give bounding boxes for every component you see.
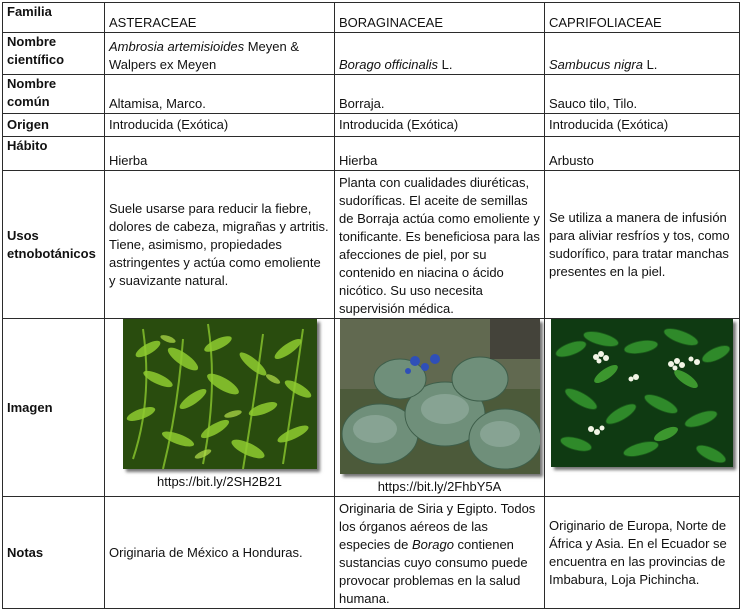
label-origen: Origen: [3, 114, 105, 137]
borage-plant-photo: [340, 319, 540, 474]
row-habito: [3, 137, 740, 171]
ethnobotany-table: [2, 2, 740, 609]
label-habito: Hábito: [3, 137, 105, 171]
familia-1: ASTERACEAE: [105, 3, 335, 33]
row-familia: [3, 3, 740, 33]
sci-name-2: [335, 33, 545, 75]
notas-2: [335, 497, 545, 609]
usos-3: Se utiliza a manera de infusión para aliviar resfríos y tos, como sudorífico, para tratar manchas presentes en la piel.: [545, 171, 740, 319]
row-notas: [3, 497, 740, 609]
row-origen: [3, 114, 740, 137]
comun-2: Borraja.: [335, 75, 545, 114]
sci-name-italic-2: Borago officinalis: [339, 57, 438, 72]
sci-name-italic-1: Ambrosia artemisioides: [109, 39, 245, 54]
sci-name-1: [105, 33, 335, 75]
sci-name-italic-3: Sambucus nigra: [549, 57, 643, 72]
sci-author-1: Meyen & Walpers ex Meyen: [109, 39, 300, 72]
familia-3: CAPRIFOLIACEAE: [545, 3, 740, 33]
label-imagen: Imagen: [3, 319, 105, 497]
notas-2-pre: Originaria de Siria y Egipto. Todos los órganos aéreos de las especies de: [339, 501, 536, 552]
elder-flowers-photo: [551, 319, 733, 467]
row-imagen: [3, 319, 740, 497]
notas-1: Originaria de México a Honduras.: [105, 497, 335, 609]
notas-2-post: contienen sustancias cuyo consumo puede provocar problemas en la salud humana.: [339, 537, 528, 606]
row-nombre-cientifico: [3, 33, 740, 75]
image-cell-2: [335, 319, 545, 497]
familia-2: BORAGINACEAE: [335, 3, 545, 33]
notas-3: Originario de Europa, Norte de África y Asia. En el Ecuador se encuentra en las provincias de Imbabura, Loja Pichincha.: [545, 497, 740, 609]
label-nombre-comun: Nombre común: [3, 75, 105, 114]
image-url-1: https://bit.ly/2SH2B21: [156, 474, 282, 489]
label-familia: Familia: [3, 3, 105, 33]
image-cell-1: [105, 319, 335, 497]
row-nombre-comun: [3, 75, 740, 114]
ambrosia-foliage-photo: [123, 319, 317, 469]
origen-2: Introducida (Exótica): [335, 114, 545, 137]
row-usos: [3, 171, 740, 319]
origen-3: Introducida (Exótica): [545, 114, 740, 137]
sci-author-3: L.: [642, 57, 658, 72]
habito-3: Arbusto: [545, 137, 740, 171]
image-cell-3: [545, 319, 740, 497]
label-nombre-cientifico: Nombre científico: [3, 33, 105, 75]
sci-name-3: [545, 33, 740, 75]
origen-1: Introducida (Exótica): [105, 114, 335, 137]
usos-2: Planta con cualidades diuréticas, sudoríficas. El aceite de semillas de Borraja actúa como emoliente y tonificante. Es beneficiosa para las afecciones de piel, por su contenido en niacina o ácido nicótico. Su uso necesita supervisión médica.: [335, 171, 545, 319]
usos-1: Suele usarse para reducir la fiebre, dolores de cabeza, migrañas y artritis. Tiene, asimismo, propiedades astringentes y actúa como emoliente y suavizante natural.: [105, 171, 335, 319]
comun-1: Altamisa, Marco.: [105, 75, 335, 114]
notas-2-genus: Borago: [412, 537, 454, 552]
label-usos: Usos etnobotánicos: [3, 171, 105, 319]
habito-2: Hierba: [335, 137, 545, 171]
comun-3: Sauco tilo, Tilo.: [545, 75, 740, 114]
image-url-2: https://bit.ly/2FhbY5A: [377, 479, 502, 494]
habito-1: Hierba: [105, 137, 335, 171]
sci-author-2: L.: [438, 57, 453, 72]
label-notas: Notas: [3, 497, 105, 609]
